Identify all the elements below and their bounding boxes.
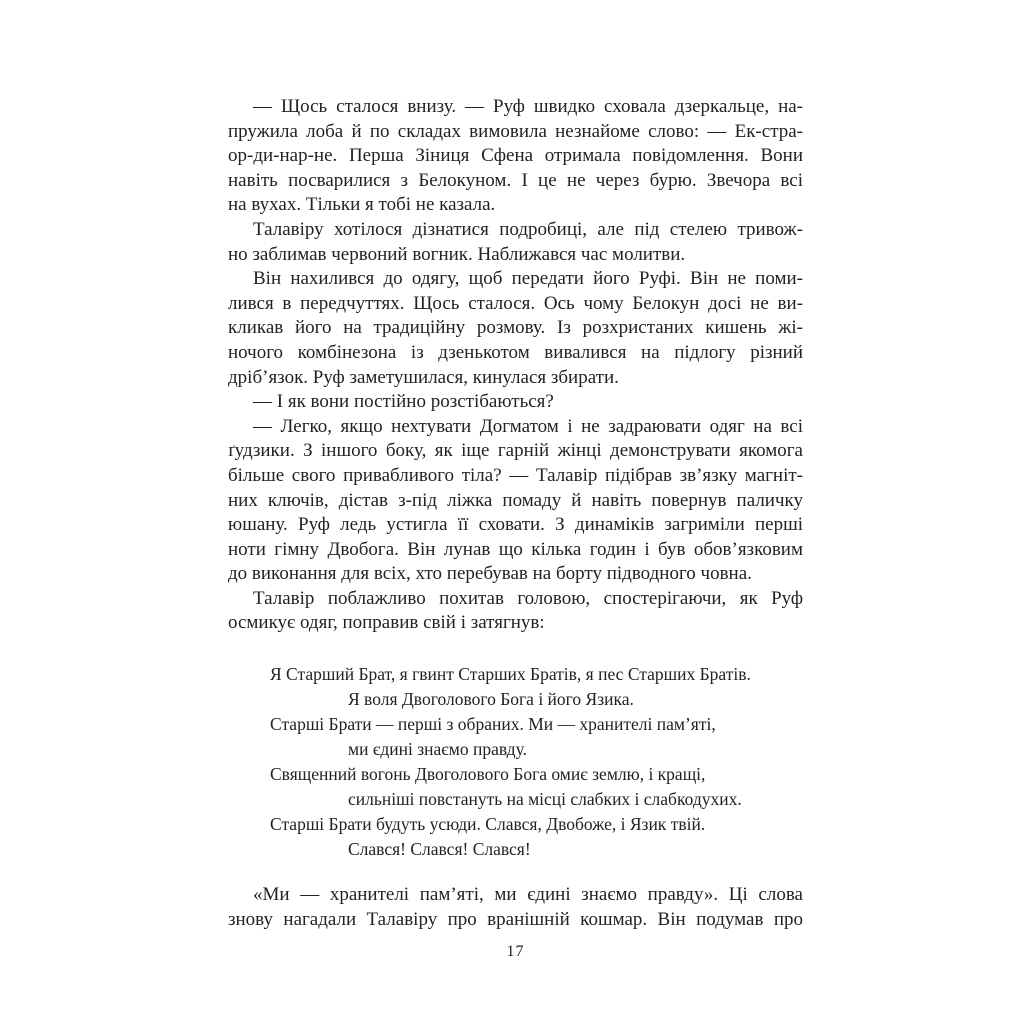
text-line: ор-ди-нар-не. Перша Зіниця Сфена отримала повідомлення. Вони bbox=[228, 145, 803, 167]
text-line: Він нахилився до одягу, щоб передати його Руфі. Він не поми- bbox=[253, 268, 803, 290]
text-line: дріб’язок. Руф заметушилася, кинулася збирати. bbox=[228, 366, 619, 388]
verse-line: Я воля Двоголового Бога і його Язика. bbox=[348, 689, 634, 710]
text-line: осмикує одяг, поправив свій і затягнув: bbox=[228, 612, 545, 634]
text-line: ноти гімну Двобога. Він лунав що кілька годин і був обов’язковим bbox=[228, 538, 803, 560]
text-line: більше свого привабливого тіла? — Талавір підібрав зв’язку магніт- bbox=[228, 464, 803, 486]
paragraph-5-dialogue bbox=[228, 415, 803, 587]
paragraph-6 bbox=[228, 587, 803, 636]
text-line: знову нагадали Талавіру про вранішній кошмар. Він подумав про bbox=[228, 908, 803, 930]
text-line: «Ми — хранителі пам’яті, ми єдині знаємо правду». Ці слова bbox=[253, 884, 803, 906]
page-number: 17 bbox=[506, 943, 525, 960]
text-line: — Щось сталося внизу. — Руф швидко сховала дзеркальце, на- bbox=[253, 96, 803, 117]
text-line: до виконання для всіх, хто перебував на борту підводного човна. bbox=[228, 563, 752, 585]
text-line: навіть посварилися з Белокуном. І це не через бурю. Звечора всі bbox=[228, 169, 803, 191]
verse-line: Слався! Слався! Слався! bbox=[348, 839, 531, 860]
verse-line: ми єдині знаємо правду. bbox=[348, 739, 527, 760]
text-line: юшану. Руф ледь устигла її сховати. З динаміків загриміли перші bbox=[228, 514, 803, 536]
text-line: лився в передчуттях. Щось сталося. Ось чому Белокун досі не ви- bbox=[228, 292, 803, 314]
text-line: — І як вони постійно розстібаються? bbox=[253, 391, 554, 413]
text-line: Талавір поблажливо похитав головою, спостерігаючи, як Руф bbox=[253, 587, 803, 609]
text-line: но заблимав червоний вогник. Наближався час молитви. bbox=[228, 243, 686, 265]
text-line: на вухах. Тільки я тобі не казала. bbox=[228, 194, 496, 216]
text-line: кликав його на традиційну розмову. Із розхристаних кишень жі- bbox=[228, 317, 803, 339]
verse-line: сильніші повстануть на місці слабких і слабкодухих. bbox=[348, 789, 742, 810]
verse-line: Я Старший Брат, я гвинт Старших Братів, я пес Старших Братів. bbox=[270, 664, 751, 685]
text-line: пружила лоба й по складах вимовила незнайоме слово: — Ек-стра- bbox=[228, 120, 803, 142]
verse-line: Старші Брати — перші з обраних. Ми — хранителі пам’яті, bbox=[270, 714, 716, 735]
paragraph-1-dialogue bbox=[228, 95, 803, 218]
text-line: них ключів, дістав з-під ліжка помаду й навіть повернув паличку bbox=[228, 489, 803, 511]
text-line: ґудзики. З іншого боку, як іще гарній жінці демонструвати якомога bbox=[228, 440, 803, 462]
text-line: ночого комбінезона із дзенькотом вивалився на підлогу різний bbox=[228, 341, 803, 363]
text-line: — Легко, якщо нехтувати Догматом і не задраювати одяг на всі bbox=[253, 415, 803, 437]
paragraph-3 bbox=[228, 267, 803, 390]
paragraph-7 bbox=[228, 883, 803, 932]
text-line: Талавіру хотілося дізнатися подробиці, але під стелею тривож- bbox=[253, 218, 803, 240]
hymn-verse bbox=[228, 662, 803, 862]
paragraph-4-dialogue bbox=[228, 390, 803, 415]
paragraph-2 bbox=[228, 218, 803, 267]
verse-line: Священний вогонь Двоголового Бога омиє землю, і кращі, bbox=[270, 764, 706, 785]
verse-line: Старші Брати будуть усюди. Слався, Двобоже, і Язик твій. bbox=[270, 814, 706, 835]
page-text-block bbox=[228, 95, 803, 932]
